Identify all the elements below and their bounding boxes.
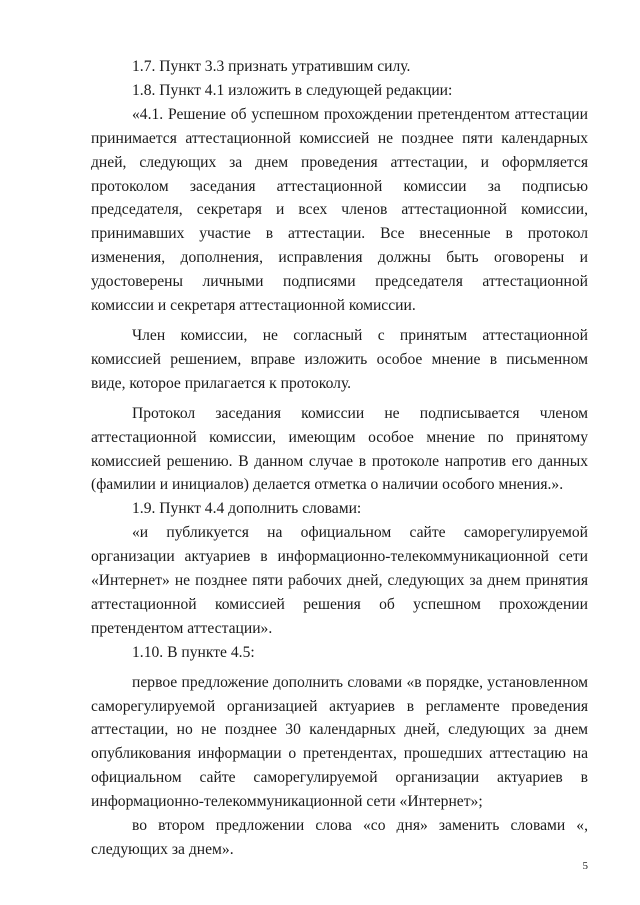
paragraph-second-sentence: во втором предложении слова «со дня» заменить словами «, следующих за днем».: [91, 817, 588, 858]
paragraph-member-opinion: Член комиссии, не согласный с принятым аттестационной комиссией решением, вправе изложить особое мнение в письменном виде, которое прилагается к протоколу.: [91, 326, 588, 392]
paragraph-1-10: 1.10. В пункте 4.5:: [132, 643, 255, 661]
paragraph-1-9: 1.9. Пункт 4.4 дополнить словами:: [132, 500, 362, 518]
paragraph-4-4-addition: «и публикуется на официальном сайте саморегулируемой организации актуариев в информационно-телекоммуникационной сети «Интернет» не позднее пяти рабочих дней, следующих за днем принятия аттестационной комиссией решения об успешном прохождении претендентом аттестации».: [91, 524, 588, 637]
page-number: 5: [582, 860, 588, 872]
paragraph-4-1-text: «4.1. Решение об успешном прохождении претендентом аттестации принимается аттестационной комиссией не позднее пяти календарных дней, следующих за днем проведения аттестации, и оформляется протоколом заседания аттестационной комиссии за подписью председателя, секретаря и всех членов аттестационной комиссии, принимавших участие в аттестации. Все внесенные в протокол изменения, дополнения, исправления должны быть оговорены и удостоверены личными подписями председателя аттестационной комиссии и секретаря аттестационной комиссии.: [91, 105, 588, 315]
paragraph-1-7: 1.7. Пункт 3.3 признать утратившим силу.: [132, 58, 411, 75]
paragraph-1-8: 1.8. Пункт 4.1 изложить в следующей редакции:: [132, 81, 453, 99]
paragraph-protocol-signing: Протокол заседания комиссии не подписывается членом аттестационной комиссии, имеющим особое мнение по принятому комиссией решению. В данном случае в протоколе напротив его данных (фамилии и инициалов) делается отметка о наличии особого мнения.».: [91, 404, 588, 494]
paragraph-first-sentence: первое предложение дополнить словами «в порядке, установленном саморегулируемой организацией актуариев в регламенте проведения аттестации, но не позднее 30 календарных дней, следующих за днем опубликования информации о претендентах, прошедших аттестацию на официальном сайте саморегулируемой организации актуариев в информационно-телекоммуникационной сети «Интернет»;: [91, 673, 588, 811]
document-body: [91, 55, 588, 862]
